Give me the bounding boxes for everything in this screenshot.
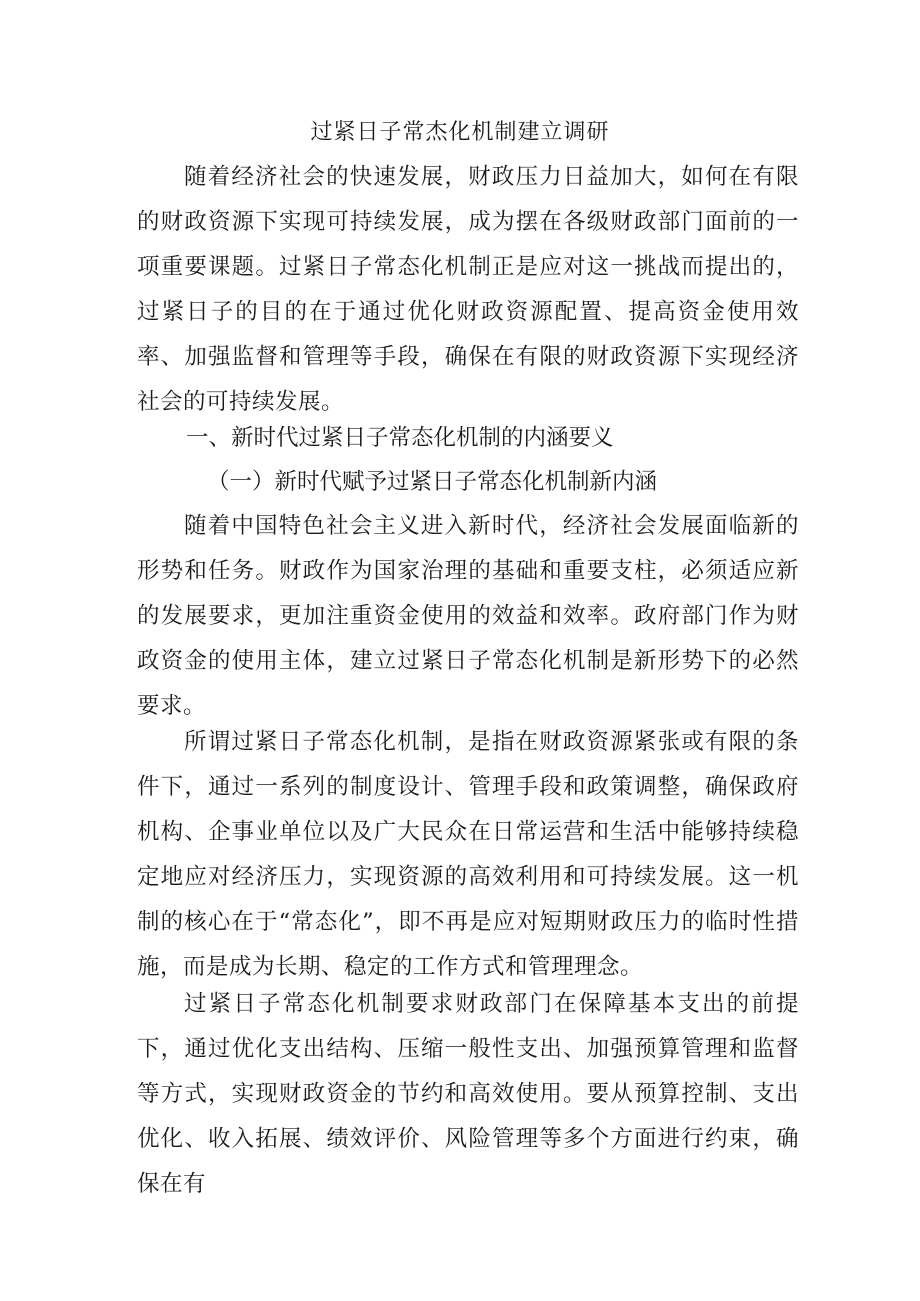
definition-paragraph: 所谓过紧日子常态化机制，是指在财政资源紧张或有限的条件下，通过一系列的制度设计、管理手段和政策调整，确保政府机构、企事业单位以及广大民众在日常运营和生活中能够持续稳定地应对经济压力，实现资源的高效利用和可持续发展。这一机制的核心在于“常态化”，即不再是应对短期财政压力的临时性措施，而是成为长期、稳定的工作方式和管理理念。 [137, 729, 799, 980]
document-title: 过紧日子常杰化机制建立调研 [310, 120, 610, 145]
requirements-paragraph: 过紧日子常态化机制要求财政部门在保障基本支出的前提下，通过优化支出结构、压缩一般性支出、加强预算管理和监督等方式，实现财政资金的节约和高效使用。要从预算控制、支出优化、收入拓展、绩效评价、风险管理等多个方面进行约束，确保在有 [137, 991, 799, 1197]
new-era-paragraph: 随着中国特色社会主义进入新时代，经济社会发展面临新的形势和任务。财政作为国家治理的基础和重要支柱，必须适应新的发展要求，更加注重资金使用的效益和效率。政府部门作为财政资金的使用主体，建立过紧日子常态化机制是新形势下的必然要求。 [137, 513, 799, 719]
section-heading-1: 一、新时代过紧日子常态化机制的内涵要义 [186, 425, 614, 451]
intro-paragraph: 随着经济社会的快速发展，财政压力日益加大，如何在有限的财政资源下实现可持续发展，成为摆在各级财政部门面前的一项重要课题。过紧日子常态化机制正是应对这一挑战而提出的，过紧日子的目的在于通过优化财政资源配置、提高资金使用效率、加强监督和管理等手段，确保在有限的财政资源下实现经济社会的可持续发展。 [137, 164, 799, 415]
subsection-heading-1: （一）新时代赋予过紧日子常态化机制新内涵 [207, 469, 658, 495]
